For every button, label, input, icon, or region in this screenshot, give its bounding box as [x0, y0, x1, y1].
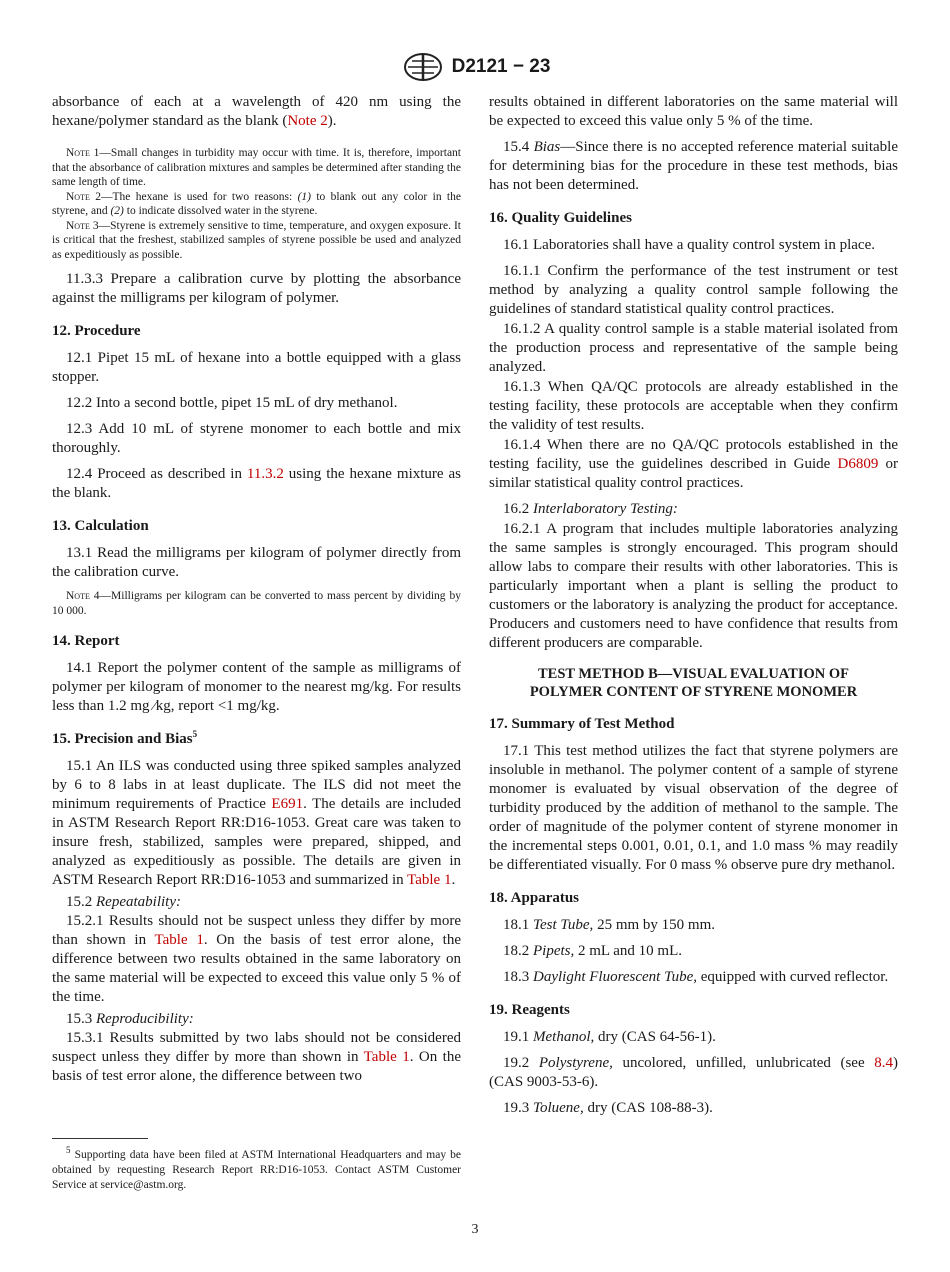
section-19-heading: 19. Reagents: [489, 1002, 570, 1018]
paragraph-12-2: 12.2 Into a second bottle, pipet 15 mL of dry methanol.: [66, 395, 398, 411]
paragraph-11-3-3: 11.3.3 Prepare a calibration curve by plotting the absorbance against the milligrams per kilogram of polymer.: [52, 271, 461, 306]
paragraph-16-1-2: 16.1.2 A quality control sample is a stable material isolated from the production process and representative of the sample being analyzed.: [489, 321, 898, 375]
paragraph-15-4: 15.4 Bias—Since there is no accepted reference material suitable for determining bias for the procedure in these test methods, bias has not been determined.: [489, 139, 898, 193]
paragraph-15-3-1: 15.3.1 Results submitted by two labs should not be considered suspect unless they differ by more than shown in Table 1. On the basis of test error alone, the difference between two: [52, 1030, 461, 1084]
paragraph-13-1: 13.1 Read the milligrams per kilogram of polymer directly from the calibration curve.: [52, 545, 461, 580]
section-16-heading: 16. Quality Guidelines: [489, 210, 632, 226]
note-3: Note 3—Styrene is extremely sensitive to time, temperature, and oxygen exposure. It is critical that the freshest, stabilized samples of styrene possible be used and analyzed as expeditiously as possible.: [52, 219, 461, 261]
paragraph-continued-right: results obtained in different laboratories on the same material will be expected to exceed this value only 5 % of the time.: [489, 94, 898, 129]
table-1-link[interactable]: Table 1: [407, 872, 452, 888]
section-14-heading: 14. Report: [52, 633, 120, 649]
footnote-5-mark[interactable]: 5: [192, 729, 198, 739]
footnote-5: $^5$ Supporting data have been filed at ASTM International Headquarters and may be obtained by requesting Research Report RR:D16-1053. Contact ASTM Customer Service at service@astm.org.: [52, 1145, 461, 1191]
d6809-link[interactable]: D6809: [837, 456, 879, 472]
paragraph-14-1: 14.1 Report the polymer content of the sample as milligrams of polymer per kilogram of monomer to the nearest mg/kg. For results less than 1.2 mg ⁄kg, report <1 mg/kg.: [52, 660, 461, 714]
paragraph-19-3: 19.3 Toluene, dry (CAS 108-88-3).: [503, 1100, 713, 1116]
paragraph-18-3: 18.3 Daylight Fluorescent Tube, equipped with curved reflector.: [503, 969, 889, 985]
paragraph-16-1-4: 16.1.4 When there are no QA/QC protocols established in the testing facility, use the guidelines described in Guide D6809 or similar statistical quality control practices.: [489, 437, 899, 491]
paragraph-19-1: 19.1 Methanol, dry (CAS 64-56-1).: [503, 1029, 716, 1045]
paragraph-18-2: 18.2 Pipets, 2 mL and 10 mL.: [503, 943, 683, 959]
table-1-link[interactable]: Table 1: [363, 1049, 410, 1065]
e691-link[interactable]: E691: [271, 796, 304, 812]
paragraph-16-2-1: 16.2.1 A program that includes multiple laboratories analyzing the same samples is strongly encouraged. This program should allow labs to compare their results with other laboratories. This is particularly important when a plant is selling the product to customers or the laboratory is analyzing the product for acceptance. Producers and customers need to have confidence that results from different producers are comparable.: [489, 521, 898, 651]
document-id: D2121 − 23: [451, 56, 551, 77]
left-column: [52, 93, 461, 1093]
paragraph-16-1-3: 16.1.3 When QA/QC protocols are already established in the testing facility, these protocols are acceptable when they confirm the validity of test results.: [489, 379, 898, 433]
footnote-rule: [52, 1138, 148, 1139]
paragraph-12-1: 12.1 Pipet 15 mL of hexane into a bottle equipped with a glass stopper.: [52, 350, 461, 385]
paragraph-15-1: 15.1 An ILS was conducted using three spiked samples analyzed by 6 to 8 labs in at least duplicate. The ILS did not meet the minimum requirements of Practice E691. The details are included in ASTM Research Report RR:D16-1053. Great care was taken to insure fresh, stabilized, samples were prepared, shipped, and analyzed as expeditiously as possible. The details are given in ASTM Research Report RR:D16-1053 and summarized in Table 1.: [52, 758, 461, 888]
paragraph-18-1: 18.1 Test Tube, 25 mm by 150 mm.: [503, 917, 715, 933]
astm-logo: [400, 52, 446, 82]
paragraph-15-2: 15.2 Repeatability:: [66, 894, 181, 910]
section-17-heading: 17. Summary of Test Method: [489, 716, 675, 732]
right-column: [489, 93, 898, 1125]
section-11-3-2-link[interactable]: 11.3.2: [246, 466, 284, 482]
note-2: Note 2—The hexane is used for two reasons: (1) to blank out any color in the styrene, and (2) to indicate dissolved water in the styrene.: [52, 190, 461, 217]
paragraph-16-1: 16.1 Laboratories shall have a quality control system in place.: [503, 237, 875, 253]
paragraph-continued: absorbance of each at a wavelength of 420 nm using the hexane/polymer standard as the blank (Note 2).: [52, 94, 461, 129]
page-number: 3: [471, 1222, 479, 1237]
page-header: [0, 52, 950, 88]
paragraph-12-4: 12.4 Proceed as described in 11.3.2 using the hexane mixture as the blank.: [52, 466, 461, 501]
section-15-heading: 15. Precision and Bias$^5$: [52, 729, 198, 747]
table-1-link[interactable]: Table 1: [154, 932, 204, 948]
section-12-heading: 12. Procedure: [52, 323, 141, 339]
paragraph-15-2-1: 15.2.1 Results should not be suspect unless they differ by more than shown in Table 1. On the basis of test error alone, the difference between two results obtained in the same laboratory on the same material will be expected to exceed this value only 5 % of the time.: [52, 913, 461, 1005]
paragraph-17-1: 17.1 This test method utilizes the fact that styrene polymers are insoluble in methanol. The polymer content of a sample of styrene monomer is evaluated by visual observation of the degree of turbidity produced by the addition of methanol to the sample. The order of magnitude of the polymer content of styrene monomer in the incremental steps 0.001, 0.01, 0.1, and 1.0 mass % may readily be differentiated visually. For 0 mass % observe pure dry methanol.: [489, 743, 898, 873]
section-13-heading: 13. Calculation: [52, 518, 149, 534]
paragraph-16-2: 16.2 Interlaboratory Testing:: [503, 501, 678, 517]
paragraph-12-3: 12.3 Add 10 mL of styrene monomer to each bottle and mix thoroughly.: [52, 421, 461, 456]
paragraph-16-1-1: 16.1.1 Confirm the performance of the test instrument or test method by analyzing a quality control sample following the guidelines of standard statistical quality control practices.: [489, 263, 898, 317]
paragraph-15-3: 15.3 Reproducibility:: [66, 1011, 194, 1027]
section-18-heading: 18. Apparatus: [489, 890, 580, 906]
section-8-4-link[interactable]: 8.4: [874, 1055, 893, 1071]
note-4: Note 4—Milligrams per kilogram can be converted to mass percent by dividing by 10 000.: [52, 590, 461, 617]
test-method-b-heading: TEST METHOD B—VISUAL EVALUATION OF POLYMER CONTENT OF STYRENE MONOMER: [529, 666, 858, 700]
note-2-link[interactable]: Note 2: [287, 113, 328, 129]
note-1: Note 1—Small changes in turbidity may occur with time. It is, therefore, important that the absorbance of calibration mixtures and samples be determined after standing the same length of time.: [52, 147, 461, 188]
paragraph-19-2: 19.2 Polystyrene, uncolored, unfilled, unlubricated (see 8.4) (CAS 9003-53-6).: [489, 1055, 898, 1090]
